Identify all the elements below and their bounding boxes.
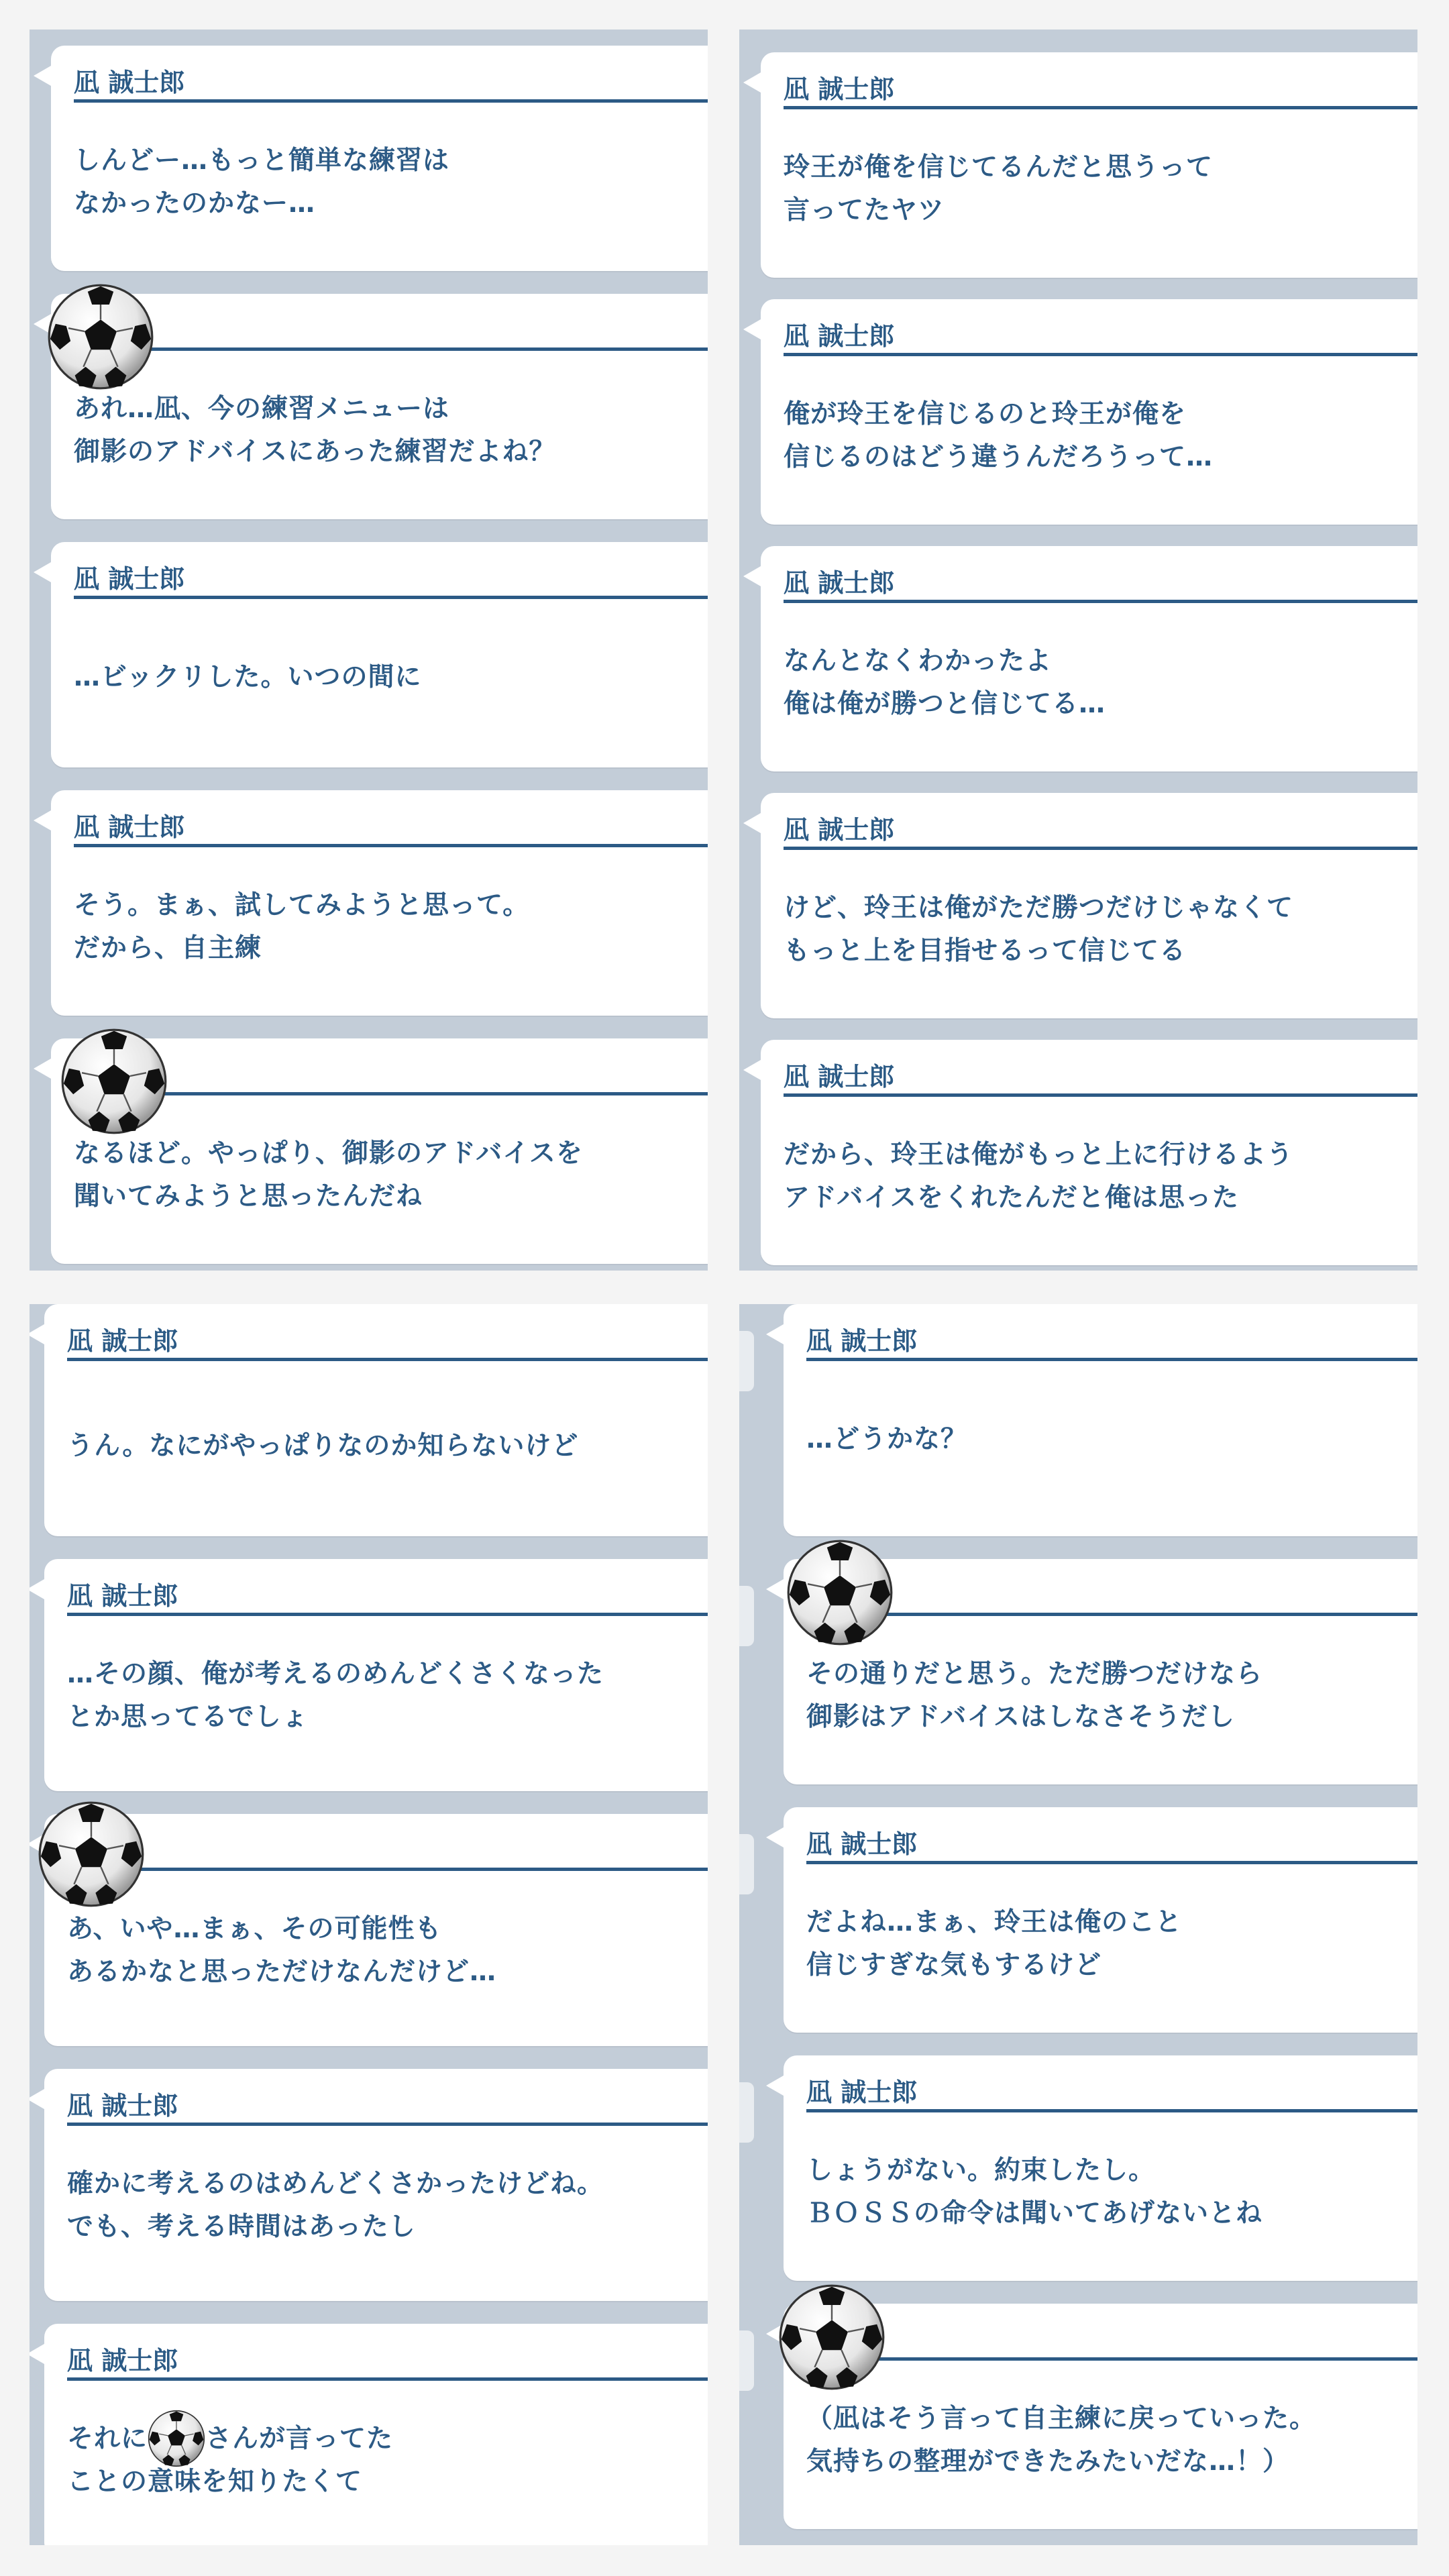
message-text: その通りだと思う。ただ勝つだけなら 御影はアドバイスはしなさそうだし bbox=[806, 1659, 1263, 1732]
speaker-name: 凪 誠士郎 bbox=[67, 1579, 708, 1616]
message-text-part: それに bbox=[67, 2424, 148, 2454]
soccer-ball-icon bbox=[778, 2284, 885, 2391]
chat-panel-4 bbox=[739, 1304, 1417, 2545]
speaker-name: 凪 誠士郎 bbox=[67, 1324, 708, 1361]
message-text: あ、いや…まぁ、その可能性も あるかなと思っただけなんだけど… bbox=[67, 1914, 497, 1987]
soccer-ball-icon bbox=[786, 1539, 894, 1646]
soccer-ball-icon bbox=[38, 1801, 145, 1908]
soccer-ball-icon bbox=[60, 1028, 168, 1135]
chat-bubble bbox=[784, 1304, 1417, 1536]
chat-bubble bbox=[761, 1040, 1417, 1265]
side-tab bbox=[739, 1834, 754, 1894]
message-text: （凪はそう言って自主練に戻っていった。 気持ちの整理ができたみたいだな…！） bbox=[806, 2404, 1317, 2477]
chat-bubble bbox=[44, 2324, 708, 2545]
speaker-name: 凪 誠士郎 bbox=[806, 1324, 1417, 1361]
message-text-part: ことの意味を知りたくて bbox=[67, 2467, 363, 2497]
speaker-name bbox=[806, 2324, 1417, 2361]
speaker-name: 凪 誠士郎 bbox=[806, 1827, 1417, 1864]
speaker-name bbox=[806, 1579, 1417, 1616]
chat-bubble bbox=[51, 790, 708, 1016]
chat-bubble bbox=[784, 1807, 1417, 2033]
chat-bubble bbox=[784, 2055, 1417, 2281]
speaker-name bbox=[67, 1834, 708, 1871]
soccer-ball-icon bbox=[148, 2410, 205, 2467]
side-tab bbox=[739, 1331, 754, 1391]
chat-bubble bbox=[44, 1814, 708, 2046]
speaker-name: 凪 誠士郎 bbox=[784, 1060, 1417, 1097]
speaker-name: 凪 誠士郎 bbox=[806, 2076, 1417, 2112]
message-text bbox=[67, 2418, 694, 2504]
message-text: なるほど。やっぱり、御影のアドバイスを 聞いてみようと思ったんだね bbox=[74, 1138, 583, 1212]
speaker-name: 凪 誠士郎 bbox=[784, 566, 1417, 603]
speaker-name: 凪 誠士郎 bbox=[67, 2344, 708, 2381]
soccer-ball-icon bbox=[47, 283, 154, 390]
chat-bubble bbox=[761, 52, 1417, 278]
side-tab bbox=[739, 1586, 754, 1646]
chat-bubble bbox=[784, 1559, 1417, 1784]
chat-panel-1 bbox=[30, 30, 708, 1271]
chat-panel-3 bbox=[30, 1304, 708, 2545]
chat-bubble bbox=[51, 294, 708, 519]
message-text: 俺が玲王を信じるのと玲王が俺を 信じるのはどう違うんだろうって… bbox=[784, 399, 1214, 472]
message-text: だよね…まぁ、玲王は俺のこと 信じすぎな気もするけど bbox=[806, 1907, 1183, 1980]
message-text: …どうかな？ bbox=[806, 1424, 968, 1454]
chat-bubble bbox=[784, 2304, 1417, 2529]
message-text: …その顔、俺が考えるのめんどくさくなった とか思ってるでしょ bbox=[67, 1659, 604, 1732]
side-tab bbox=[739, 2330, 754, 2391]
message-text: だから、玲王は俺がもっと上に行けるよう アドバイスをくれたんだと俺は思った bbox=[784, 1140, 1294, 1213]
message-text: そう。まぁ、試してみようと思って。 だから、自主練 bbox=[74, 890, 530, 963]
speaker-name: 凪 誠士郎 bbox=[67, 2089, 708, 2126]
chat-bubble bbox=[51, 46, 708, 271]
chat-bubble bbox=[51, 1038, 708, 1264]
message-text: 玲王が俺を信じてるんだと思うって 言ってたヤツ bbox=[784, 152, 1214, 225]
chat-bubble bbox=[761, 546, 1417, 771]
message-text: あれ…凪、今の練習メニューは 御影のアドバイスにあった練習だよね？ bbox=[74, 394, 556, 467]
chat-bubble bbox=[44, 1304, 708, 1536]
message-text: うん。なにがやっぱりなのか知らないけど bbox=[67, 1431, 579, 1461]
chat-panel-2 bbox=[739, 30, 1417, 1271]
speaker-name: 凪 誠士郎 bbox=[74, 810, 708, 847]
speaker-name bbox=[74, 314, 708, 351]
speaker-name: 凪 誠士郎 bbox=[784, 813, 1417, 850]
chat-bubble bbox=[44, 1559, 708, 1791]
message-text: 確かに考えるのはめんどくさかったけどね。 でも、考える時間はあったし bbox=[67, 2169, 604, 2242]
message-text-part: さんが言ってた bbox=[205, 2424, 394, 2454]
message-text: …ビックリした。いつの間に bbox=[74, 662, 422, 692]
chat-bubble bbox=[51, 542, 708, 767]
chat-bubble bbox=[761, 299, 1417, 525]
chat-bubble bbox=[761, 793, 1417, 1018]
message-text: しんどー…もっと簡単な練習は なかったのかなー… bbox=[74, 146, 450, 219]
chat-bubble bbox=[44, 2069, 708, 2301]
message-text: けど、玲王は俺がただ勝つだけじゃなくて もっと上を目指せるって信じてる bbox=[784, 893, 1294, 966]
speaker-name: 凪 誠士郎 bbox=[784, 72, 1417, 109]
message-text: しょうがない。約束したし。 ＢＯＳＳの命令は聞いてあげないとね bbox=[806, 2155, 1263, 2229]
speaker-name: 凪 誠士郎 bbox=[74, 66, 708, 103]
speaker-name: 凪 誠士郎 bbox=[74, 562, 708, 599]
message-text: なんとなくわかったよ 俺は俺が勝つと信じてる… bbox=[784, 646, 1106, 719]
side-tab bbox=[739, 2082, 754, 2143]
speaker-name: 凪 誠士郎 bbox=[784, 319, 1417, 356]
speaker-name bbox=[74, 1059, 708, 1095]
